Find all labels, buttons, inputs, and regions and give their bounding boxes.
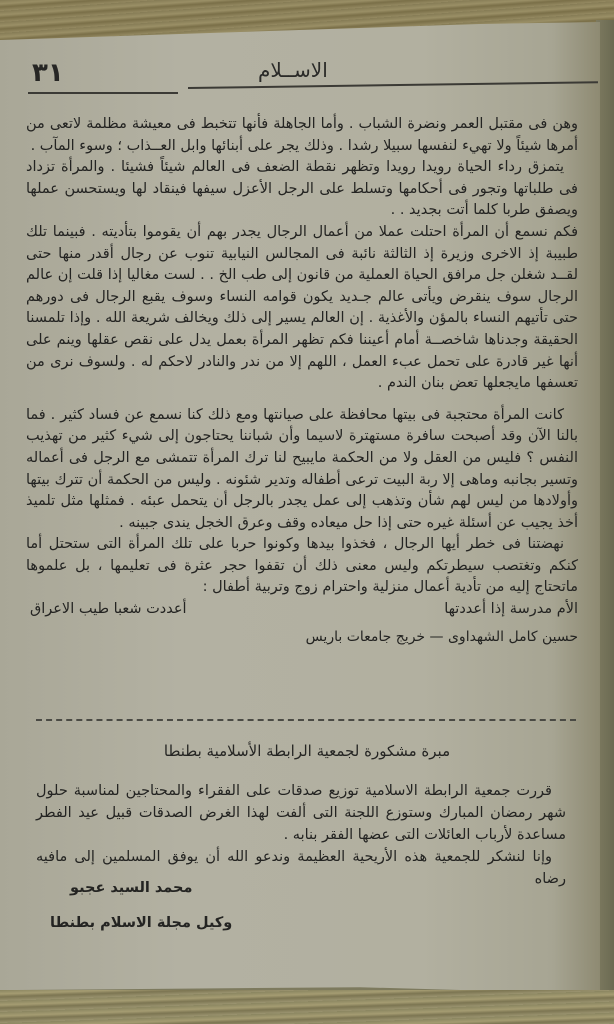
wooden-surface-bottom	[0, 990, 614, 1024]
article-paragraph: نهضتنا فى خطر أيها الرجال ، فخذوا بيدها وكونوا حربا على تلك المرأة التى ستحتل أما كنكم وتغتصب سيطرتكم وليس معنى ذلك أن تقفوا حجر عثرة فى تعليمها ، بل علموها ماتحتاج إليه من تأدية أعمال منزلية واحترام زوج وتربية أطفال :	[26, 536, 578, 596]
verse-hemistich-second: أعددت شعبا طيب الاعراق	[30, 601, 187, 618]
article-author-signature: حسين كامل الشهداوى — خريج جامعات باريس	[305, 628, 578, 645]
notice-paragraph: وإنا لنشكر للجمعية هذه الأريحية العظيمة وندعو الله أن يوفق المسلمين إلى مافيه رضاه	[36, 849, 566, 887]
notice-title: مبرة مشكورة لجمعية الرابطة الأسلامية بطنطا	[163, 742, 451, 760]
section-divider	[36, 719, 576, 721]
article-paragraph: فكم نسمع أن المرأة احتلت عملا من أعمال الرجال يجدر بهم أن يقوموا بتأديته . فبينما تلك طبيبة إذ الاخرى وزيرة إذ الثالثة نائبة فى المجالس النيابية تنوب عن رجال أقدر منها حتى لقــد شغلن جل مرافق الحياة العملية من قانون إلى طب الخ . . لست مغاليا إذا قلت إن عالم الرجال سوف ينقرض ويأتى عالم جـديد يكون قوامه النساء وسوف يقبع الرجال فى دورهم حتى تأتيهم النساء بالمؤن والأغذية . إن العالم يسير إلى ذلك ويخالف شريعة الله . وإذا تلمسنا الحقيقة وجدناها شاخصــة أمام أعيننا فكم تظهر المرأة بعمل يدل على نقص عقلها وينم على أنها غير قادرة على تحمل عبء العمل ، اللهم إلا من ندر والنادر لاحكم له . ولسوف نرى من تعسفها مايجعلها تعض بنان الندم .	[26, 223, 578, 392]
header-rule	[28, 92, 178, 94]
poetry-verse	[26, 599, 578, 621]
notice-signer-role: وكيل مجلة الاسلام بطنطا	[50, 915, 233, 931]
page-number: ٣١	[32, 58, 64, 88]
article-paragraph: يتمزق رداء الحياة رويدا رويدا وتظهر نقطة الضعف فى العالم شيئاً فشيئا . والمرأة تزداد فى طلباتها وتجور فى أحكامها وتسلط على الرجل الأعزل سيفها فينقاد لها ويستحسن عملها ويصفق طربا كلما أتت بجديد . .	[26, 159, 578, 219]
article-paragraph: وهن فى مقتبل العمر ونضرة الشباب . وأما الجاهلة فأنها تتخبط فى معيشة مظلمة لاتعى من أمرها شيئاً ولا تهيء لنفسها سبيلا رشدا . وذلك يجر على أبنائها وابل العــذاب ؛ وسوء المآب .	[26, 116, 578, 154]
header-rule	[188, 81, 598, 89]
article-paragraph: كانت المرأة محتجبة فى بيتها محافظة على صيانتها ومع ذلك كنا نسمع عن فساد كثير . فما بالنا الآن وقد أصبحت سافرة مستهترة لاسيما وأن شباننا يحتاجون إلى شيء كثير من تهذيب النفس ؟ فليس من العقل ولا من الحكمة مايبيح لنا ترك المرأة تتمشى مع الرجل فى أعماله وتسير بجانبه وماهى إلا ربة البيت ترعى أطفاله وتدير شئونه . وليس من الحكمة أن تترك بيتها وأولادها من ليس لهم شأن وتذهب إلى عمل يجدر بالرجل أن يتحمل عبئه . فمثلها مثل تلميذ أخذ يجيب عن أسئلة غيره حتى إذا حل ميعاده وقف وعرق الخجل يندى جبينه .	[26, 406, 578, 531]
article-body	[26, 114, 578, 648]
page-header	[28, 58, 576, 92]
verse-hemistich-first: الأم مدرسة إذا أعددتها	[444, 601, 578, 618]
journal-title: الاســلام	[258, 58, 328, 82]
notice-signer-name: محمد السيد عجبو	[70, 880, 193, 896]
notice-paragraph: قررت جمعية الرابطة الاسلامية توزيع صدقات على الفقراء والمحتاجين لمناسبة حلول شهر رمضان المبارك وستوزع اللجنة التى ألفت لهذا الغرض الصدقات قبيل عيد الفطر مساعدة لأرباب العائلات التى عضها الفقر بنابه .	[36, 783, 566, 843]
notice-body	[36, 780, 566, 890]
